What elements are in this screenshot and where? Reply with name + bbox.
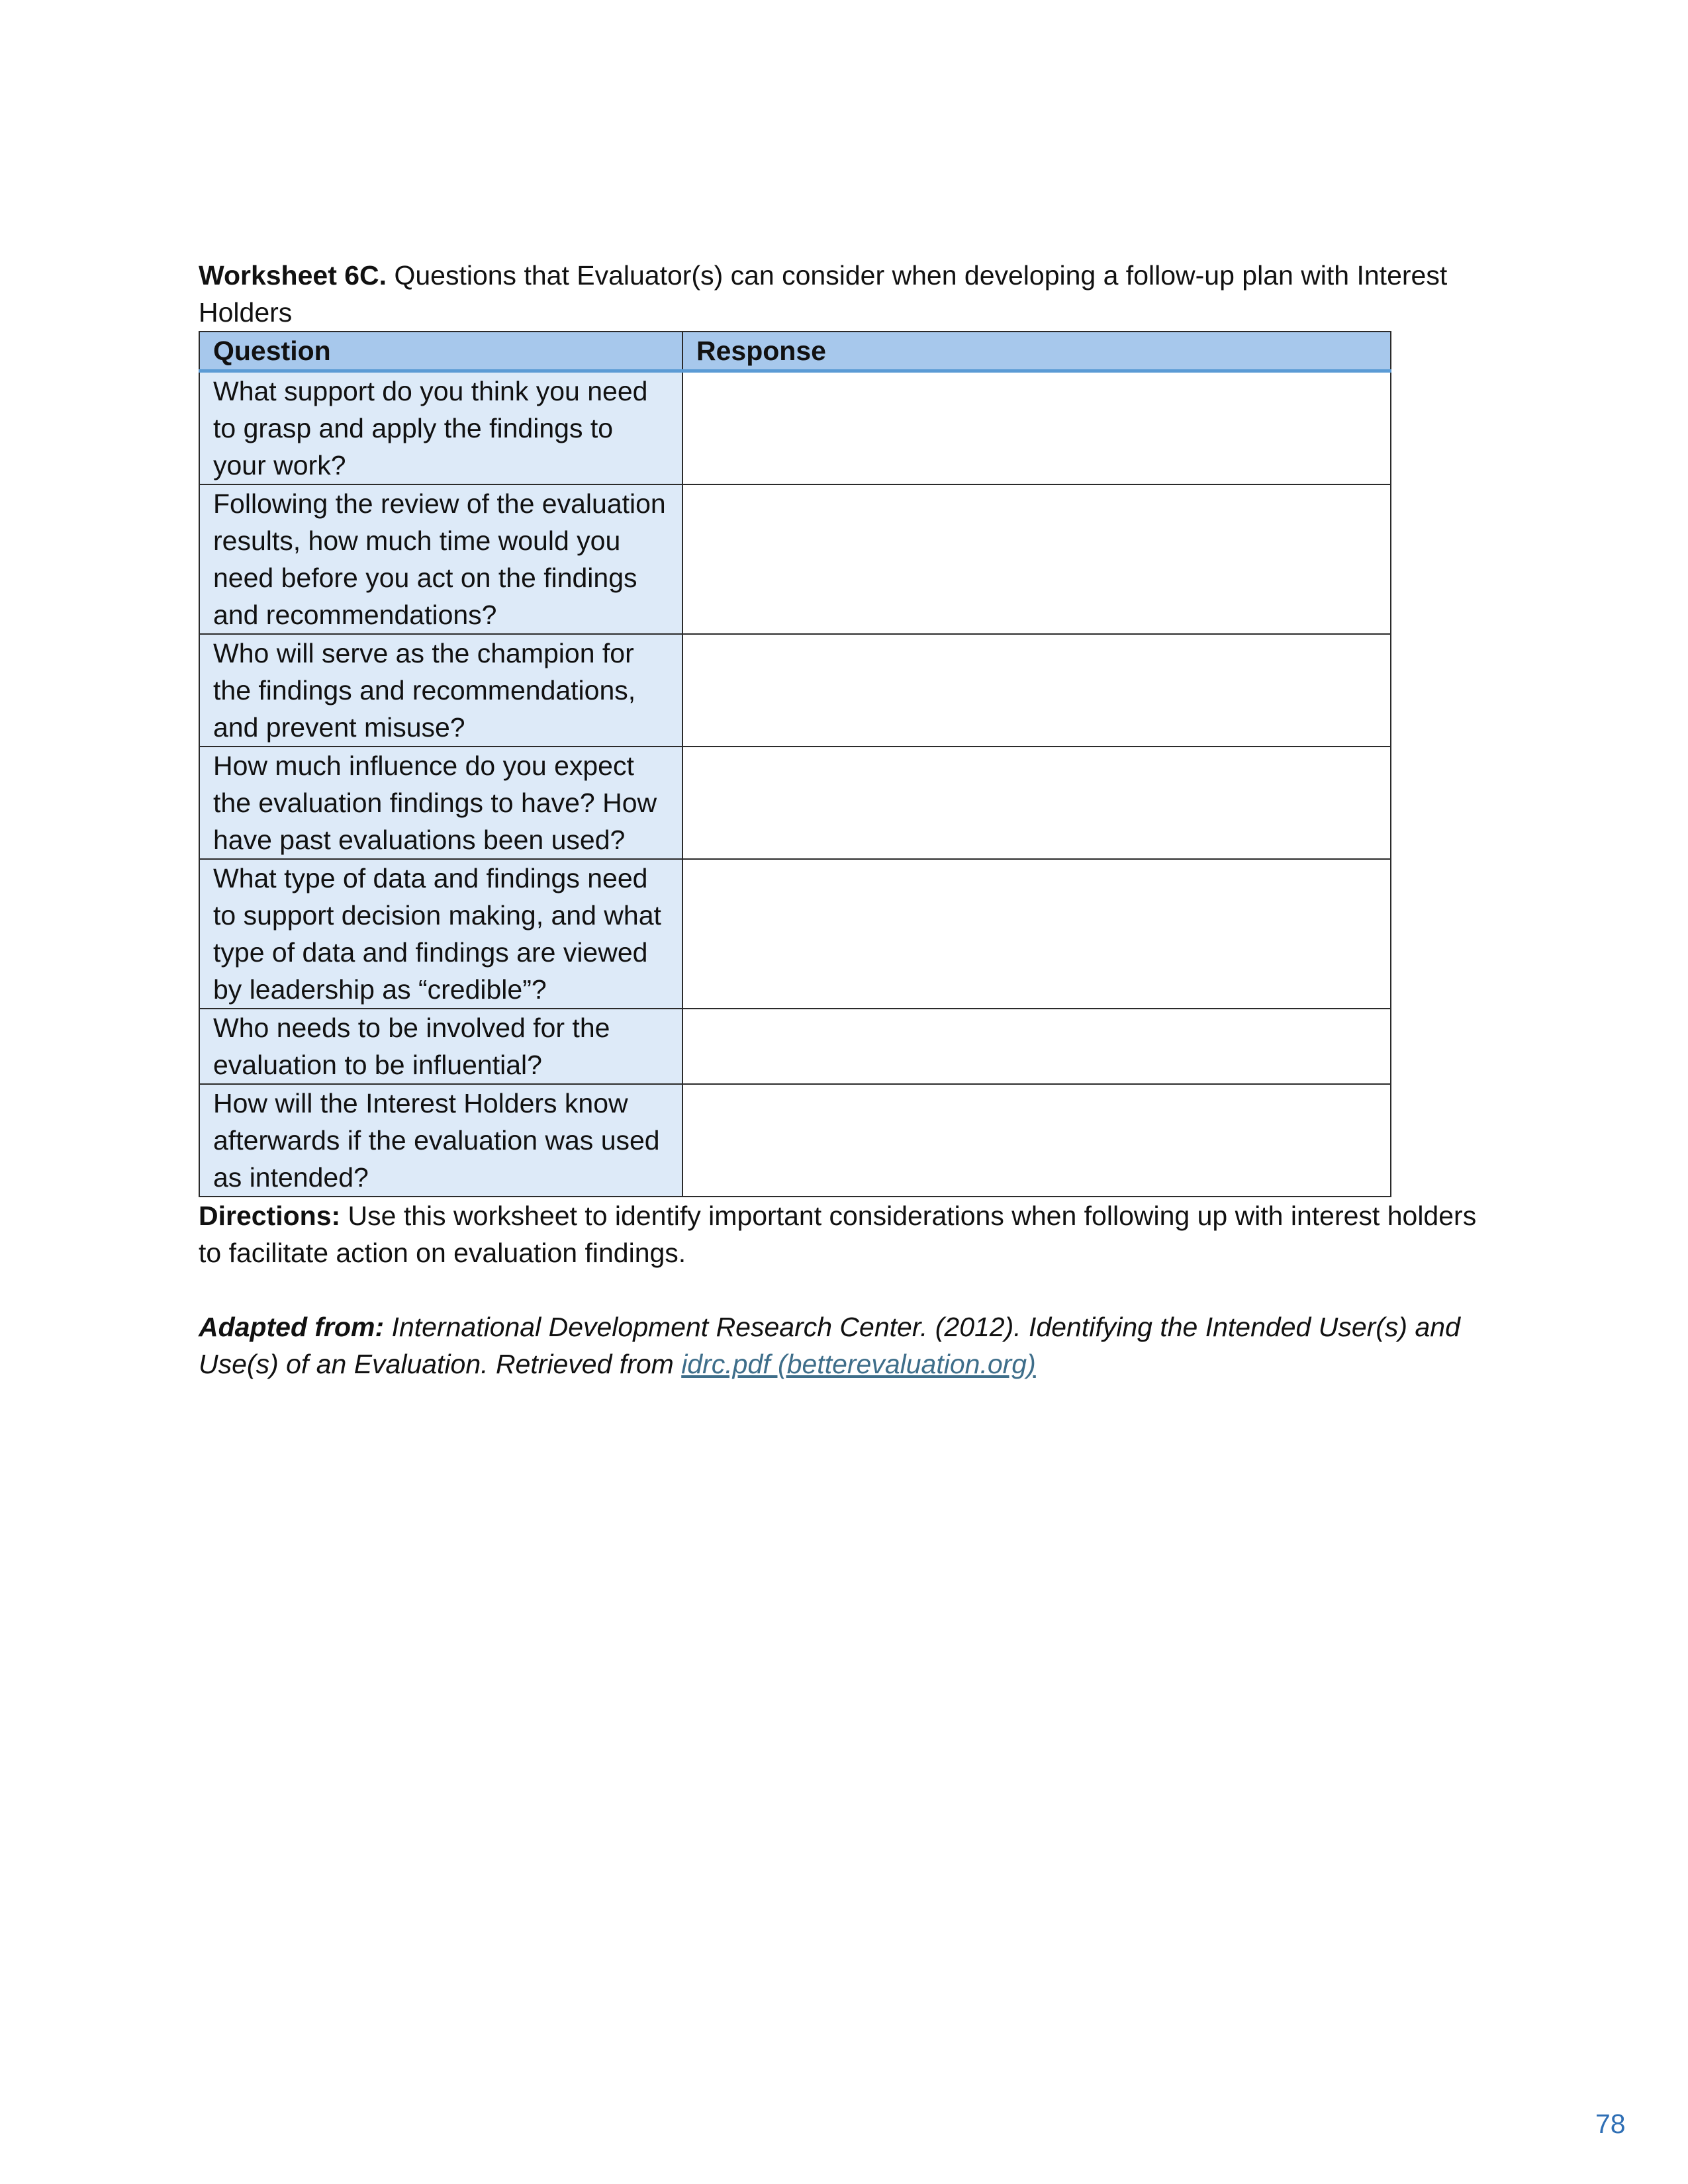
question-cell: What support do you think you need to grasp and apply the findings to your work? (199, 371, 682, 485)
column-header-question: Question (199, 332, 682, 371)
question-cell: How much influence do you expect the evaluation findings to have? How have past evaluations been used? (199, 747, 682, 859)
question-cell: Who needs to be involved for the evaluation to be influential? (199, 1009, 682, 1084)
question-cell: How will the Interest Holders know afterwards if the evaluation was used as intended? (199, 1084, 682, 1197)
table-row (199, 634, 1391, 747)
table-row (199, 1009, 1391, 1084)
directions-text: Use this worksheet to identify important considerations when following up with interest holders to facilitate action on evaluation findings. (199, 1201, 1477, 1268)
response-cell[interactable] (682, 634, 1391, 747)
worksheet-table (199, 331, 1391, 1197)
question-cell: Following the review of the evaluation results, how much time would you need before you act on the findings and recommendations? (199, 484, 682, 634)
response-cell[interactable] (682, 1009, 1391, 1084)
response-cell[interactable] (682, 747, 1391, 859)
page-number: 78 (1595, 2109, 1626, 2139)
table-row (199, 371, 1391, 485)
response-cell[interactable] (682, 1084, 1391, 1197)
caption-text: Questions that Evaluator(s) can consider when developing a follow-up plan with Interest Holders (199, 260, 1448, 328)
citation-label: Adapted from: (199, 1312, 385, 1342)
directions-label: Directions: (199, 1201, 341, 1231)
question-cell: What type of data and findings need to support decision making, and what type of data and findings are viewed by leadership as “credible”? (199, 859, 682, 1009)
document-body (199, 257, 1496, 1383)
citation-text: International Development Research Center. (2012). Identifying the Intended User(s) and Use(s) of an Evaluation. Retrieved from (199, 1312, 1460, 1379)
response-cell[interactable] (682, 371, 1391, 485)
table-row (199, 484, 1391, 634)
source-link[interactable]: idrc.pdf (betterevaluation.org) (681, 1349, 1036, 1379)
table-row (199, 1084, 1391, 1197)
worksheet-caption (199, 257, 1496, 331)
table-row (199, 747, 1391, 859)
table-row (199, 859, 1391, 1009)
citation-paragraph (199, 1308, 1496, 1383)
table-header-row (199, 332, 1391, 371)
directions-paragraph (199, 1197, 1496, 1271)
question-cell: Who will serve as the champion for the findings and recommendations, and prevent misuse? (199, 634, 682, 747)
caption-label: Worksheet 6C. (199, 260, 387, 291)
response-cell[interactable] (682, 484, 1391, 634)
response-cell[interactable] (682, 859, 1391, 1009)
column-header-response: Response (682, 332, 1391, 371)
